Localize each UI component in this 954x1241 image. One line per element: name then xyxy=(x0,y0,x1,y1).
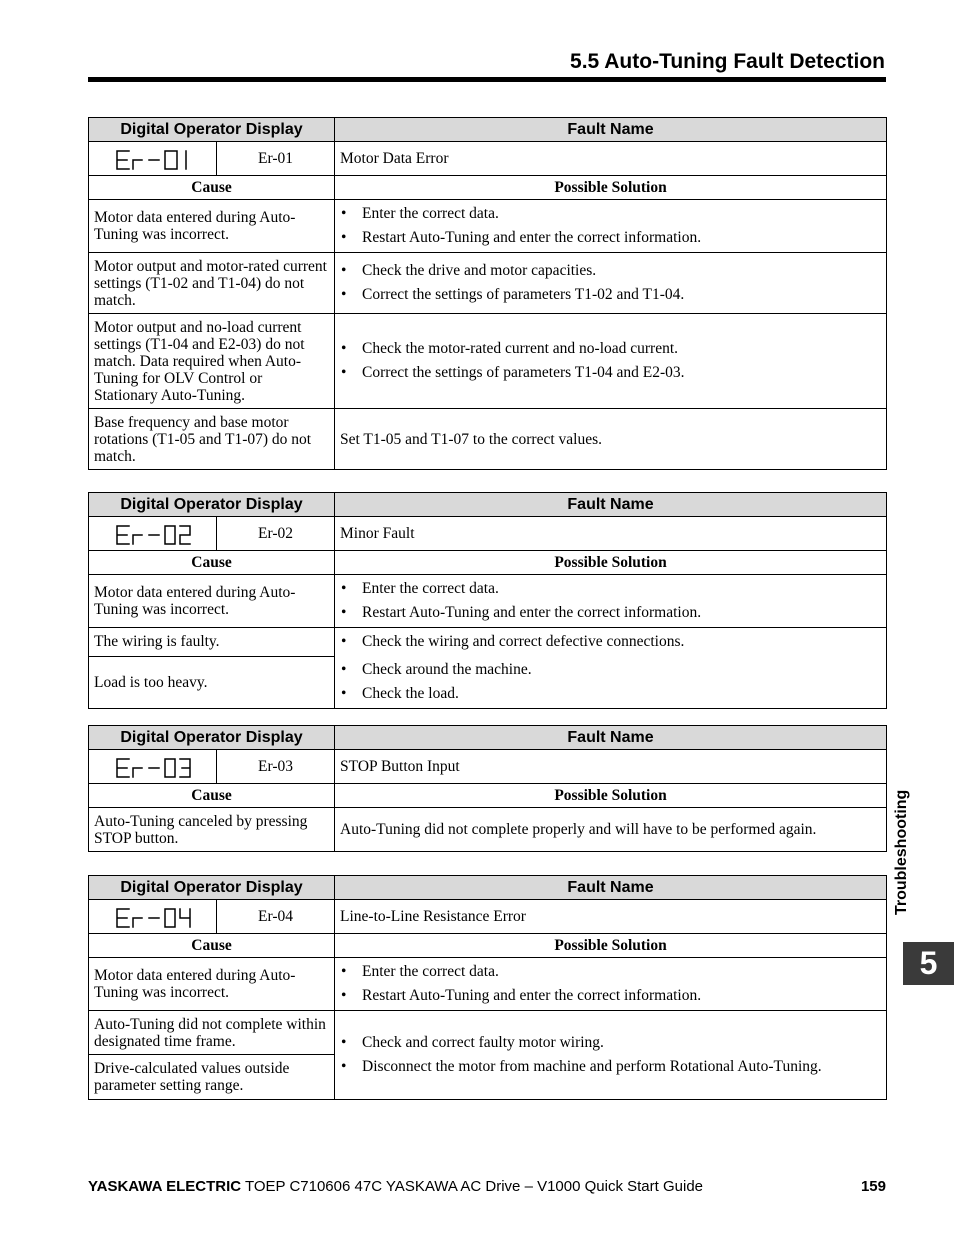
segment-display-icon xyxy=(111,903,195,931)
cause-header: Cause xyxy=(89,551,335,575)
solution-cell xyxy=(335,575,887,628)
cause-cell: Motor data entered during Auto-Tuning was incorrect. xyxy=(89,200,335,253)
fault-name: Motor Data Error xyxy=(335,142,887,176)
solution-item: • Check the drive and motor capacities. xyxy=(340,259,881,283)
solution-item: • Check and correct faulty motor wiring. xyxy=(340,1031,881,1055)
solution-item: • Enter the correct data. xyxy=(340,202,881,226)
cause-cell: The wiring is faulty. xyxy=(89,628,335,657)
fault-code: Er-03 xyxy=(217,750,335,784)
solution-header: Possible Solution xyxy=(335,551,887,575)
seven-segment-display xyxy=(89,750,217,784)
solution-cell xyxy=(335,958,887,1011)
solution-header: Possible Solution xyxy=(335,934,887,958)
cause-header: Cause xyxy=(89,784,335,808)
cause-cell: Load is too heavy. xyxy=(89,656,335,709)
solution-cell xyxy=(335,1011,887,1100)
solution-item: • Restart Auto-Tuning and enter the correct information. xyxy=(340,226,881,250)
cause-cell: Motor output and motor-rated current settings (T1-02 and T1-04) do not match. xyxy=(89,253,335,314)
cause-cell: Auto-Tuning canceled by pressing STOP button. xyxy=(89,808,335,852)
solution-cell xyxy=(335,253,887,314)
display-header: Digital Operator Display xyxy=(89,876,335,900)
solution-item: • Correct the settings of parameters T1-04 and E2-03. xyxy=(340,361,881,385)
solution-cell: Set T1-05 and T1-07 to the correct values. xyxy=(335,409,887,470)
display-header: Digital Operator Display xyxy=(89,726,335,750)
solution-item: • Disconnect the motor from machine and perform Rotational Auto-Tuning. xyxy=(340,1055,881,1079)
solution-item: • Restart Auto-Tuning and enter the correct information. xyxy=(340,601,881,625)
fault-name: Minor Fault xyxy=(335,517,887,551)
cause-cell: Motor data entered during Auto-Tuning was incorrect. xyxy=(89,958,335,1011)
seven-segment-display xyxy=(89,142,217,176)
seven-segment-display xyxy=(89,900,217,934)
cause-header: Cause xyxy=(89,934,335,958)
cause-cell: Auto-Tuning did not complete within designated time frame. xyxy=(89,1011,335,1055)
fault-table-er-04 xyxy=(88,875,887,1100)
fault-table-er-03 xyxy=(88,725,887,852)
title-rule xyxy=(88,77,886,82)
fault-name-header: Fault Name xyxy=(335,118,887,142)
cause-header: Cause xyxy=(89,176,335,200)
fault-table-er-01 xyxy=(88,117,887,470)
solution-item: • Check around the machine. xyxy=(340,658,881,682)
fault-name-header: Fault Name xyxy=(335,493,887,517)
solution-item: • Restart Auto-Tuning and enter the correct information. xyxy=(340,984,881,1008)
solution-cell xyxy=(335,314,887,409)
cause-cell: Motor output and no-load current settings (T1-04 and E2-03) do not match. Data required when Auto-Tuning for OLV Control or Stationary Auto-Tuning. xyxy=(89,314,335,409)
cause-cell: Drive-calculated values outside parameter setting range. xyxy=(89,1055,335,1100)
fault-name: Line-to-Line Resistance Error xyxy=(335,900,887,934)
fault-code: Er-02 xyxy=(217,517,335,551)
fault-name-header: Fault Name xyxy=(335,876,887,900)
solution-item: • Check the load. xyxy=(340,682,881,706)
solution-item: • Enter the correct data. xyxy=(340,577,881,601)
solution-cell xyxy=(335,656,887,709)
display-header: Digital Operator Display xyxy=(89,118,335,142)
solution-cell: Auto-Tuning did not complete properly and will have to be performed again. xyxy=(335,808,887,852)
solution-item: • Check the motor-rated current and no-load current. xyxy=(340,337,881,361)
chapter-side-label: Troubleshooting xyxy=(893,789,910,915)
segment-display-icon xyxy=(111,753,195,781)
fault-code: Er-01 xyxy=(217,142,335,176)
page-footer xyxy=(88,1178,886,1195)
seven-segment-display xyxy=(89,517,217,551)
cause-cell: Motor data entered during Auto-Tuning was incorrect. xyxy=(89,575,335,628)
footer-doc-title: TOEP C710606 47C YASKAWA AC Drive – V1000 Quick Start Guide xyxy=(244,1178,703,1195)
fault-code: Er-04 xyxy=(217,900,335,934)
fault-name: STOP Button Input xyxy=(335,750,887,784)
solution-cell xyxy=(335,628,887,657)
cause-cell: Base frequency and base motor rotations (T1-05 and T1-07) do not match. xyxy=(89,409,335,470)
fault-name-header: Fault Name xyxy=(335,726,887,750)
fault-table-er-02 xyxy=(88,492,887,709)
footer-brand: YASKAWA ELECTRIC xyxy=(88,1178,242,1195)
solution-cell xyxy=(335,200,887,253)
solution-header: Possible Solution xyxy=(335,784,887,808)
segment-display-icon xyxy=(111,520,195,548)
solution-item: • Correct the settings of parameters T1-02 and T1-04. xyxy=(340,283,881,307)
section-title: 5.5 Auto-Tuning Fault Detection xyxy=(570,50,885,73)
chapter-number-tab: 5 xyxy=(903,942,954,985)
page-number: 159 xyxy=(860,1178,886,1195)
display-header: Digital Operator Display xyxy=(89,493,335,517)
solution-header: Possible Solution xyxy=(335,176,887,200)
solution-item: • Enter the correct data. xyxy=(340,960,881,984)
segment-display-icon xyxy=(111,145,195,173)
solution-item: • Check the wiring and correct defective connections. xyxy=(340,630,881,654)
